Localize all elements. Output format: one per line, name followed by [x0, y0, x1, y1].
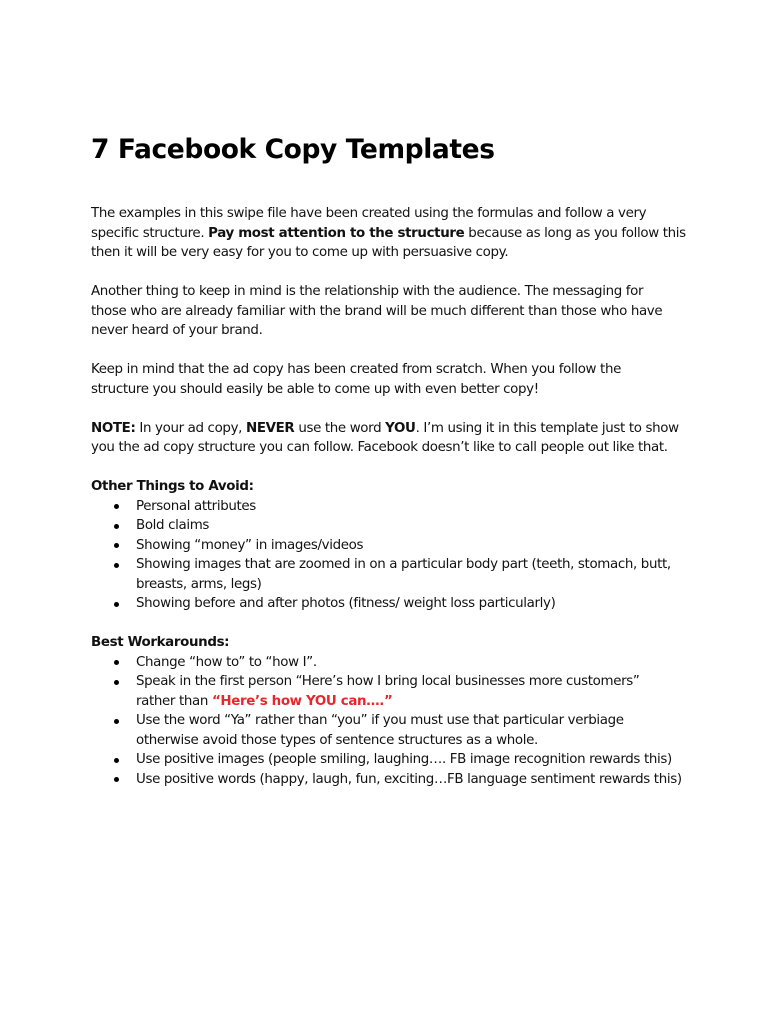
- bullet-icon: [114, 602, 119, 607]
- bullet-icon: [114, 777, 119, 782]
- note-text-2: use the word: [294, 420, 386, 436]
- bullet-icon: [114, 758, 119, 763]
- avoid-item-5: [91, 594, 691, 614]
- note-never: NEVER: [245, 420, 295, 436]
- workaround-item-text: Change “how to” to “how I”.: [136, 654, 317, 670]
- note-you: YOU: [385, 420, 416, 436]
- bullet-icon: [114, 563, 119, 568]
- bullet-icon: [114, 660, 119, 665]
- avoid-item-text: Showing “money” in images/videos: [136, 537, 364, 553]
- note-text-3: . I’m using it in this template just to show: [415, 420, 679, 436]
- workaround-item-text-continued: otherwise avoid those types of sentence structures as a whole.: [136, 732, 538, 748]
- workaround-item-text: Use the word “Ya” rather than “you” if you must use that particular verbiage: [136, 713, 624, 728]
- document-page: [91, 128, 691, 809]
- avoid-item-2: [91, 516, 691, 536]
- intro-line-1: The examples in this swipe file have been created using the formulas and follow a very: [91, 206, 647, 221]
- workarounds-list: [91, 653, 691, 790]
- workaround-item-text: Speak in the first person “Here’s how I bring local businesses more customers”: [136, 674, 640, 689]
- workaround-item-1: [91, 653, 691, 673]
- audience-paragraph: [91, 282, 691, 341]
- workarounds-heading: Best Workarounds:: [91, 635, 230, 650]
- avoid-item-text: Showing images that are zoomed in on a particular body part (teeth, stomach, butt,: [136, 557, 671, 572]
- document-title: 7 Facebook Copy Templates: [91, 134, 495, 165]
- note-text-1: In your ad copy,: [135, 420, 246, 436]
- scratch-line-2: structure you should easily be able to come up with even better copy!: [91, 381, 539, 397]
- avoid-list: [91, 497, 691, 614]
- highlighted-phrase: “Here’s how YOU can….”: [211, 693, 393, 709]
- scratch-paragraph: [91, 360, 691, 399]
- avoid-item-3: [91, 536, 691, 556]
- workaround-item-2: [91, 672, 691, 711]
- avoid-heading: Other Things to Avoid:: [91, 479, 254, 494]
- workaround-item-text: Use positive words (happy, laugh, fun, exciting…FB language sentiment rewards this): [136, 771, 682, 787]
- avoid-item-4: [91, 555, 691, 594]
- scratch-line-1: Keep in mind that the ad copy has been created from scratch. When you follow the: [91, 362, 621, 377]
- avoid-item-text: Showing before and after photos (fitness/ weight loss particularly): [136, 596, 556, 611]
- avoid-item-text: Personal attributes: [136, 498, 256, 514]
- note-paragraph: [91, 419, 691, 458]
- audience-line-3: never heard of your brand.: [91, 323, 263, 338]
- avoid-item-text-continued: breasts, arms, legs): [136, 576, 262, 592]
- avoid-item-text: Bold claims: [136, 518, 210, 533]
- intro-paragraph: [91, 204, 691, 263]
- note-line-2: you the ad copy structure you can follow. Facebook doesn’t like to call people out like that.: [91, 440, 668, 455]
- audience-line-2: those who are already familiar with the brand will be much different than those who have: [91, 303, 663, 319]
- bullet-icon: [114, 719, 119, 724]
- bullet-icon: [114, 524, 119, 529]
- avoid-item-1: [91, 497, 691, 517]
- intro-line-2-post: because as long as you follow this: [464, 225, 686, 241]
- intro-line-2-pre: specific structure.: [91, 225, 209, 241]
- bullet-icon: [114, 504, 119, 509]
- audience-line-1: Another thing to keep in mind is the relationship with the audience. The messaging for: [91, 284, 644, 299]
- intro-emphasis: Pay most attention to the structure: [208, 225, 465, 241]
- workaround-item-5: [91, 770, 691, 790]
- note-label: NOTE:: [91, 420, 136, 436]
- workaround-item-4: [91, 750, 691, 770]
- bullet-icon: [114, 680, 119, 685]
- workaround-item-text-continued: rather than: [136, 693, 212, 709]
- intro-line-3: then it will be very easy for you to come up with persuasive copy.: [91, 245, 509, 260]
- workaround-item-3: [91, 711, 691, 750]
- workaround-item-text: Use positive images (people smiling, laughing…. FB image recognition rewards this): [136, 752, 672, 767]
- bullet-icon: [114, 543, 119, 548]
